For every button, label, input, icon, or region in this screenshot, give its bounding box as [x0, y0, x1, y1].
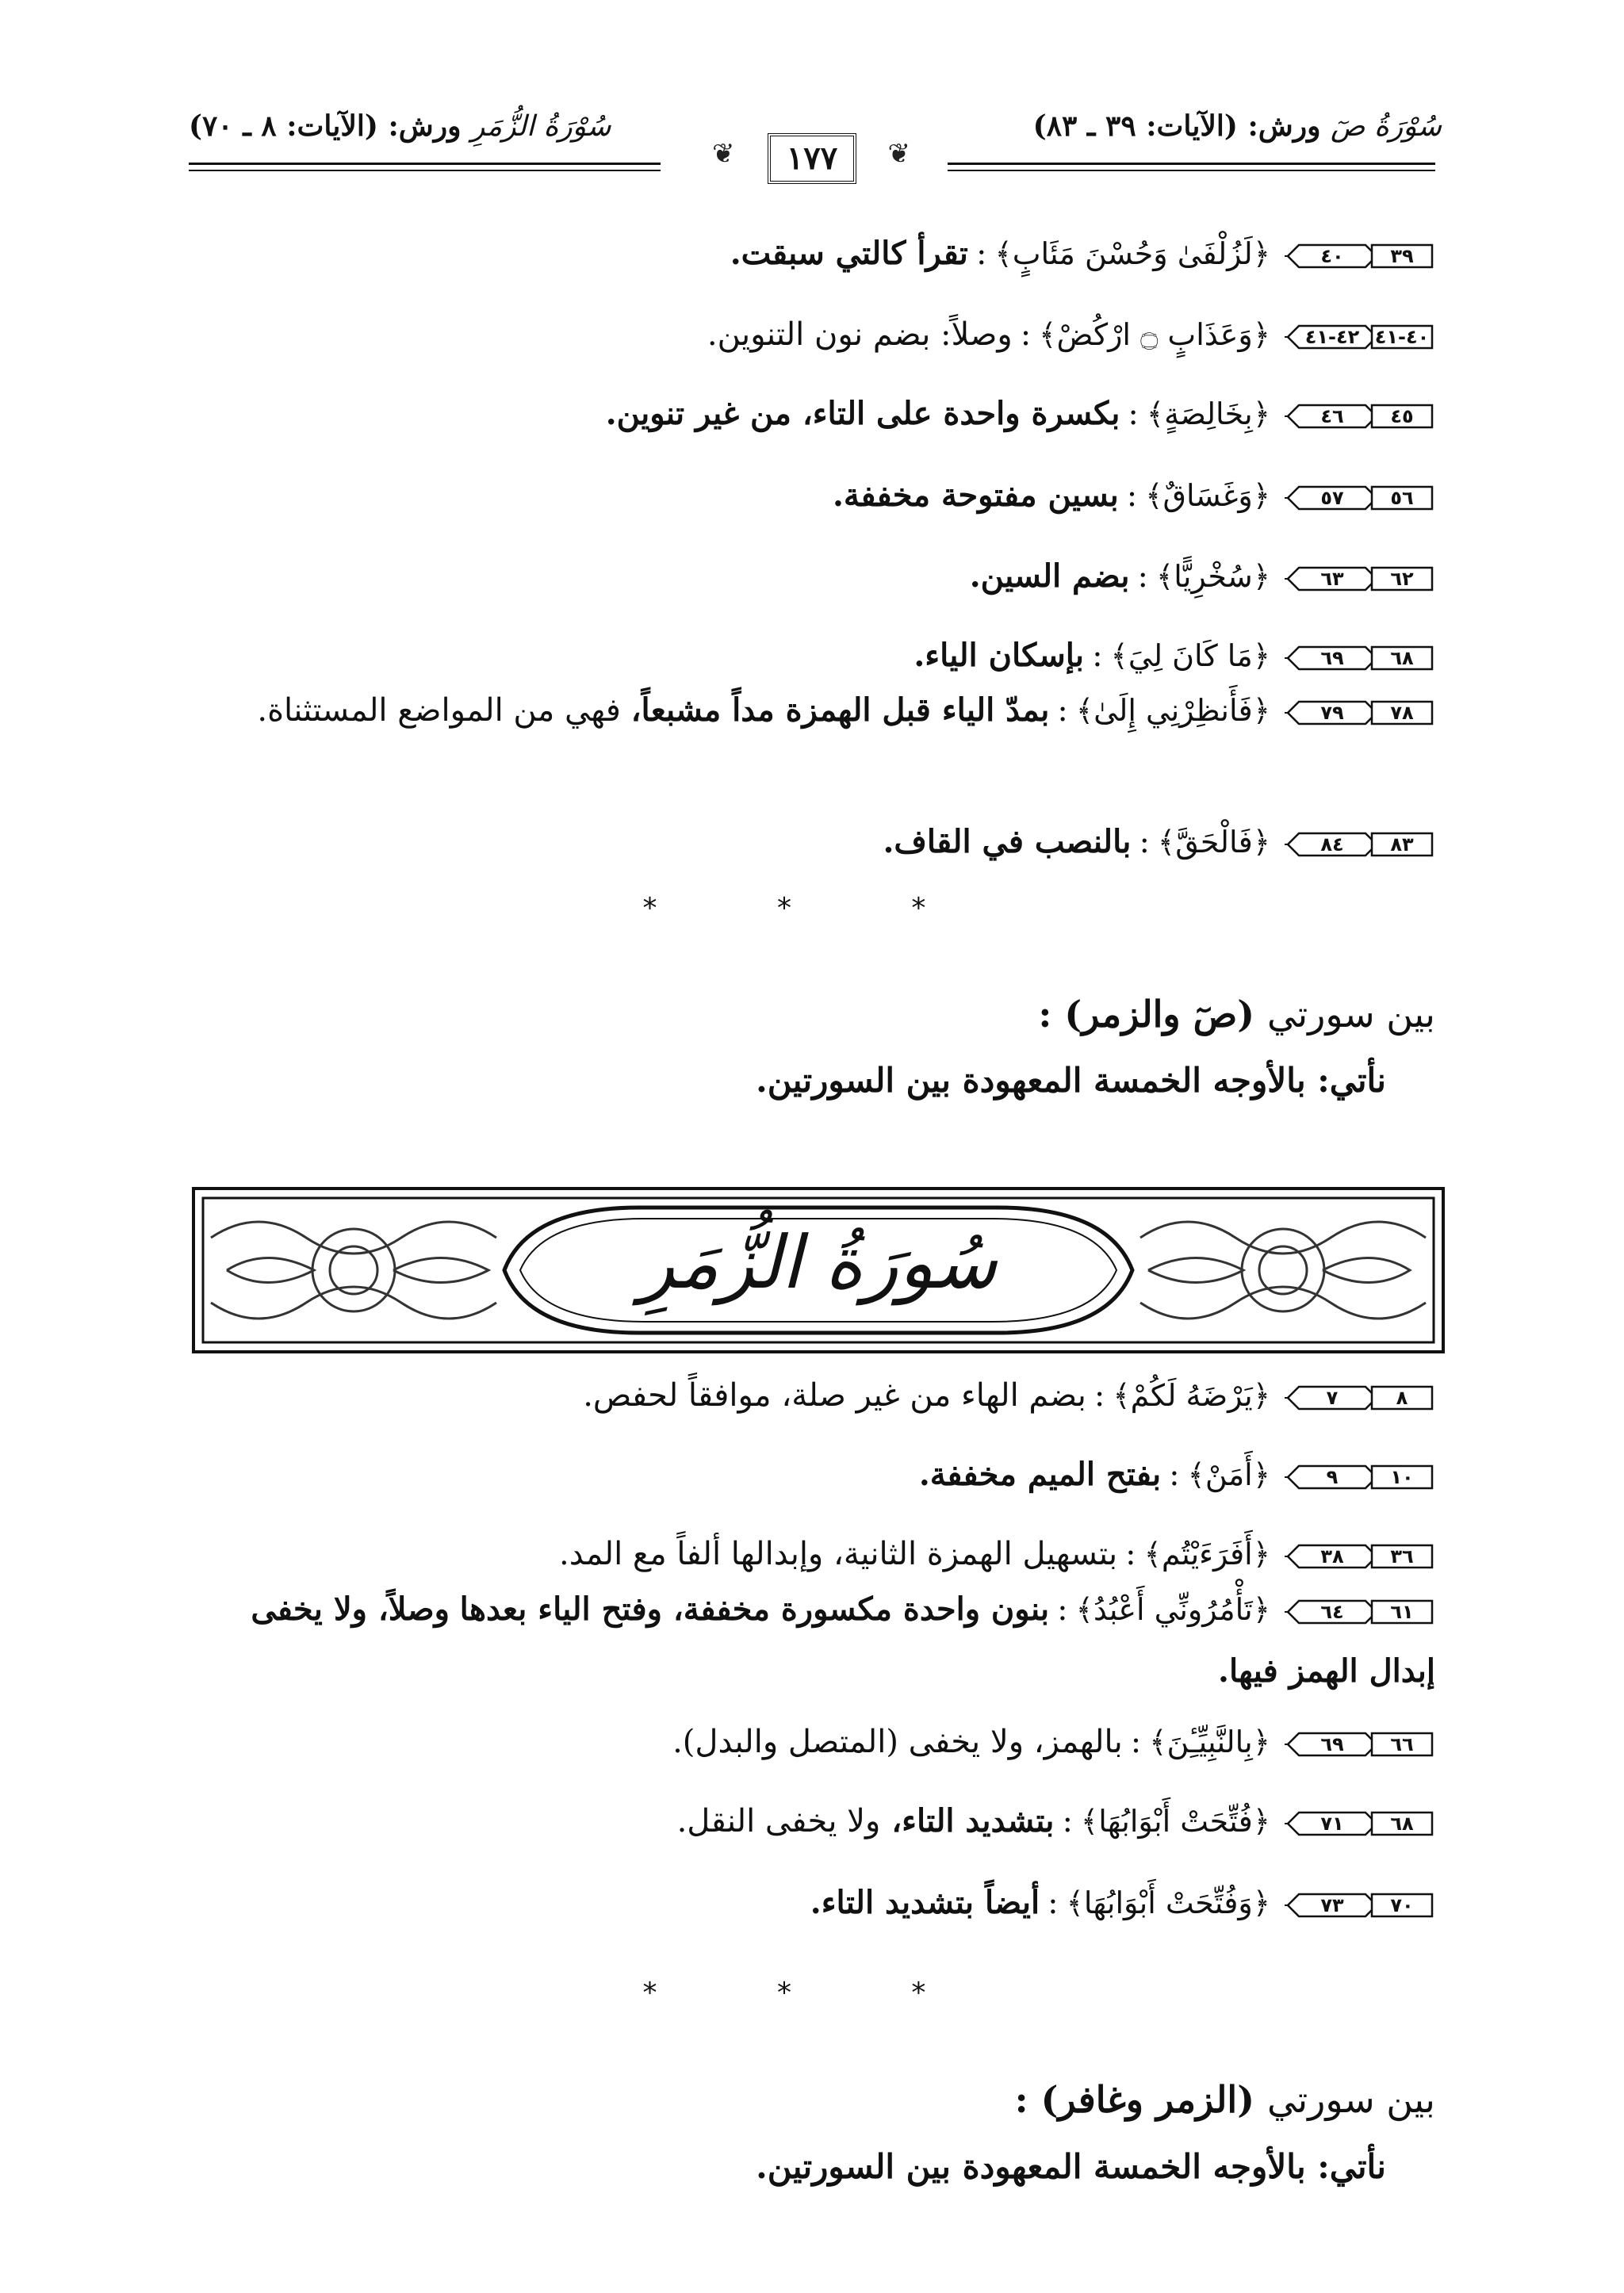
separator-colon: : — [1125, 1536, 1136, 1572]
quran-word: ﴿فَالْحَقَّ﴾ — [1157, 825, 1270, 859]
ayah-number-tag — [1285, 563, 1435, 595]
separator-colon: : — [1048, 1885, 1059, 1921]
ruling-text: بالهمز، ولا يخفى (المتصل والبدل). — [672, 1724, 1123, 1760]
ayah-number-warsh: ٤٢-٤١ — [1304, 326, 1360, 348]
separator-colon: : — [1094, 1377, 1105, 1414]
quran-word: ﴿سُخْرِيًّا﴾ — [1155, 559, 1270, 594]
surah-banner — [192, 1187, 1445, 1353]
separator-colon: : — [1139, 824, 1150, 860]
separator-colon: : — [1062, 1803, 1073, 1839]
separator-colon: : — [1126, 477, 1138, 514]
quran-word: ﴿مَا كَانَ لِيَ﴾ — [1110, 638, 1270, 673]
ayah-number-hafs: ٧٨ — [1390, 702, 1414, 724]
header-left-range: ورش: (الآيات: ٨ ـ ٧٠) — [189, 109, 462, 143]
header-right-sura: سُوْرَةُ صٓ — [1331, 110, 1442, 143]
quran-word: ﴿يَرْضَهُ لَكُمْ﴾ — [1113, 1378, 1270, 1413]
ayah-number-warsh: ٩ — [1326, 1466, 1339, 1488]
ruling-text: ولا يخفى النقل. — [676, 1803, 881, 1839]
ayah-number-hafs: ٣٩ — [1390, 245, 1414, 267]
between-names: (صٓ والزمر) — [1064, 993, 1254, 1035]
ayah-number-tag — [1285, 1728, 1435, 1760]
separator-colon: : — [1128, 396, 1139, 432]
ayah-number-tag — [1285, 240, 1435, 272]
ruling-entry — [182, 389, 1435, 439]
ruling-text: بضم الهاء من غير صلة، موافقاً لحفص. — [583, 1377, 1086, 1414]
ruling-entry — [182, 630, 1435, 681]
ayah-number-tag — [1285, 642, 1435, 674]
ayah-number-hafs: ٧٠ — [1390, 1894, 1414, 1916]
ayah-number-tag — [1285, 1808, 1435, 1839]
ayah-number-warsh: ٧٩ — [1320, 702, 1344, 724]
quran-word: ﴿بِالنَّبِيِّـِٔنَ﴾ — [1149, 1725, 1270, 1759]
ruling-text: بكسرة واحدة على التاء، من غير تنوين. — [605, 395, 1120, 432]
between-suras-note: نأتي: بالأوجه الخمسة المعهودة بين السورتين. — [756, 1061, 1386, 1100]
ornament-icon: ❦ — [887, 138, 910, 170]
quran-word: ﴿وَعَذَابٍ ۝ ارْكُضْ﴾ — [1039, 317, 1270, 352]
ruling-entry — [182, 228, 1435, 279]
ayah-number-warsh: ٣٨ — [1320, 1545, 1344, 1568]
ayah-number-tag — [1285, 697, 1435, 729]
ruling-text: بسين مفتوحة مخففة. — [832, 477, 1119, 514]
ayah-number-hafs: ٤٠-٤١ — [1374, 326, 1430, 348]
separator-stars: * * * — [642, 1977, 982, 2009]
between-lead: بين سورتي — [1267, 993, 1435, 1035]
ruling-entry — [182, 817, 1435, 867]
separator-colon: : — [1130, 1724, 1142, 1760]
quran-word: ﴿بِخَالِصَةٍ﴾ — [1146, 396, 1270, 431]
ruling-entry — [182, 470, 1435, 521]
ruling-text: أيضاً بتشديد التاء. — [810, 1884, 1040, 1921]
quran-word: ﴿أَمَنْ﴾ — [1187, 1457, 1270, 1492]
between-colon: : — [1014, 2078, 1028, 2121]
ruling-entry — [182, 309, 1435, 360]
ayah-number-tag — [1285, 321, 1435, 353]
ayah-number-hafs: ٨٣ — [1390, 833, 1414, 856]
ayah-number-tag — [1285, 400, 1435, 432]
ayah-number-hafs: ٦٨ — [1390, 647, 1414, 669]
quran-word: ﴿أَفَرَءَيْتُم﴾ — [1143, 1537, 1270, 1571]
ayah-number-tag — [1285, 482, 1435, 514]
ayah-number-warsh: ٨٤ — [1320, 833, 1344, 856]
ayah-number-hafs: ٦٨ — [1390, 1813, 1414, 1835]
header-rule-right — [948, 163, 1435, 171]
ruling-entry — [182, 1579, 1435, 1702]
page-number-frame — [680, 133, 942, 182]
ayah-number-hafs: ٨ — [1396, 1387, 1408, 1409]
ruling-text: بمدّ الياء قبل الهمزة مداً مشبعاً، — [630, 691, 1050, 729]
between-names: (الزمر وغافر) — [1040, 2078, 1254, 2121]
header-left — [189, 109, 611, 143]
header-rule-left — [189, 163, 661, 171]
ruling-text: بنون واحدة مكسورة مخففة، وفتح الياء بعدها — [459, 1591, 1050, 1628]
ruling-text: بضم السين. — [969, 557, 1130, 595]
ruling-entry — [182, 1717, 1435, 1767]
ruling-entry — [182, 551, 1435, 602]
header-right — [1033, 109, 1442, 143]
ayah-number-tag — [1285, 1461, 1435, 1493]
ayah-number-tag — [1285, 1541, 1435, 1572]
separator-colon: : — [975, 235, 987, 272]
quran-word: ﴿لَزُلْفَىٰ وَحُسْنَ مَئَابٍ﴾ — [994, 236, 1270, 271]
ruling-entry — [182, 1796, 1435, 1847]
ayah-number-tag — [1285, 1889, 1435, 1921]
ruling-text-continued: وصلاً، ولا يخفى إبدال الهمز فيها. — [251, 1591, 1435, 1690]
header-left-sura: سُوْرَةُ الزُّمَرِ — [471, 110, 611, 143]
ayah-number-tag — [1285, 1382, 1435, 1414]
ruling-text-continued: فهي من المواضع المستثناة. — [257, 692, 621, 729]
separator-colon: : — [1092, 637, 1103, 674]
ruling-text-bold: بتشديد التاء، — [880, 1802, 1055, 1839]
ayah-number-hafs: ٤٥ — [1390, 405, 1414, 427]
ruling-entry — [182, 1529, 1435, 1579]
ayah-number-hafs: ٥٦ — [1390, 487, 1414, 509]
ruling-entry — [182, 1370, 1435, 1421]
quran-word: ﴿وَفُتِّحَتْ أَبْوَابُهَا﴾ — [1066, 1885, 1270, 1920]
ruling-entry — [182, 679, 1435, 741]
quran-word: ﴿تَأْمُرُونِّي أَعْبُدُ﴾ — [1075, 1592, 1270, 1627]
quran-word: ﴿فَأَنظِرْنِي إِلَىٰ﴾ — [1075, 693, 1270, 728]
page-number: ١٧٧ — [768, 133, 856, 184]
between-suras-heading — [1015, 2078, 1435, 2121]
between-colon: : — [1038, 993, 1052, 1035]
quran-word: ﴿فُتِّحَتْ أَبْوَابُهَا﴾ — [1080, 1804, 1270, 1839]
ayah-number-warsh: ٤٦ — [1320, 405, 1344, 427]
ayah-number-warsh: ٦٩ — [1320, 1733, 1344, 1755]
ayah-number-warsh: ٤٠ — [1320, 245, 1344, 267]
banner-title: سُورَةُ الزُّمَرِ — [639, 1220, 998, 1305]
ayah-number-hafs: ٦٢ — [1390, 568, 1414, 590]
between-lead: بين سورتي — [1267, 2078, 1435, 2121]
ayah-number-hafs: ٦١ — [1390, 1601, 1414, 1623]
ayah-number-warsh: ٦٩ — [1320, 647, 1344, 669]
ayah-number-warsh: ٦٤ — [1320, 1601, 1344, 1623]
ayah-number-hafs: ٦٦ — [1390, 1733, 1414, 1755]
between-suras-note: نأتي: بالأوجه الخمسة المعهودة بين السورتين. — [756, 2147, 1386, 2186]
separator-colon: : — [1057, 692, 1068, 729]
header-right-range: ورش: (الآيات: ٣٩ ـ ٨٣) — [1032, 109, 1321, 143]
between-suras-heading — [1038, 993, 1435, 1035]
separator-colon: : — [1057, 1591, 1068, 1628]
ruling-text: تقرأ كالتي سبقت. — [730, 235, 968, 272]
ayah-number-warsh: ٧ — [1326, 1387, 1339, 1409]
separator-colon: : — [1020, 316, 1032, 353]
ruling-text: بفتح الميم مخففة. — [918, 1456, 1162, 1493]
ruling-text: بالنصب في القاف. — [883, 823, 1132, 860]
quran-word: ﴿وَغَسَاقٌ﴾ — [1145, 478, 1270, 513]
ruling-text: بتسهيل الهمزة الثانية، وإبدالها ألفاً مع المد. — [559, 1536, 1118, 1572]
separator-colon: : — [1169, 1457, 1180, 1493]
ayah-number-tag — [1285, 1596, 1435, 1628]
ayah-number-warsh: ٥٧ — [1320, 487, 1344, 509]
ayah-number-tag — [1285, 829, 1435, 860]
ruling-text: بإسكان الياء. — [914, 637, 1085, 674]
separator-stars: * * * — [642, 892, 982, 924]
ornament-icon: ❦ — [712, 138, 735, 170]
ruling-entry — [182, 1449, 1435, 1500]
ayah-number-warsh: ٧٣ — [1320, 1894, 1344, 1916]
ayah-number-warsh: ٧١ — [1320, 1813, 1344, 1835]
ayah-number-warsh: ٦٣ — [1320, 568, 1344, 590]
ayah-number-hafs: ٣٦ — [1390, 1545, 1414, 1568]
ruling-text: وصلاً: بضم نون التنوين. — [707, 316, 1013, 353]
ayah-number-hafs: ١٠ — [1390, 1466, 1414, 1488]
separator-colon: : — [1137, 558, 1148, 595]
ruling-entry — [182, 1878, 1435, 1928]
